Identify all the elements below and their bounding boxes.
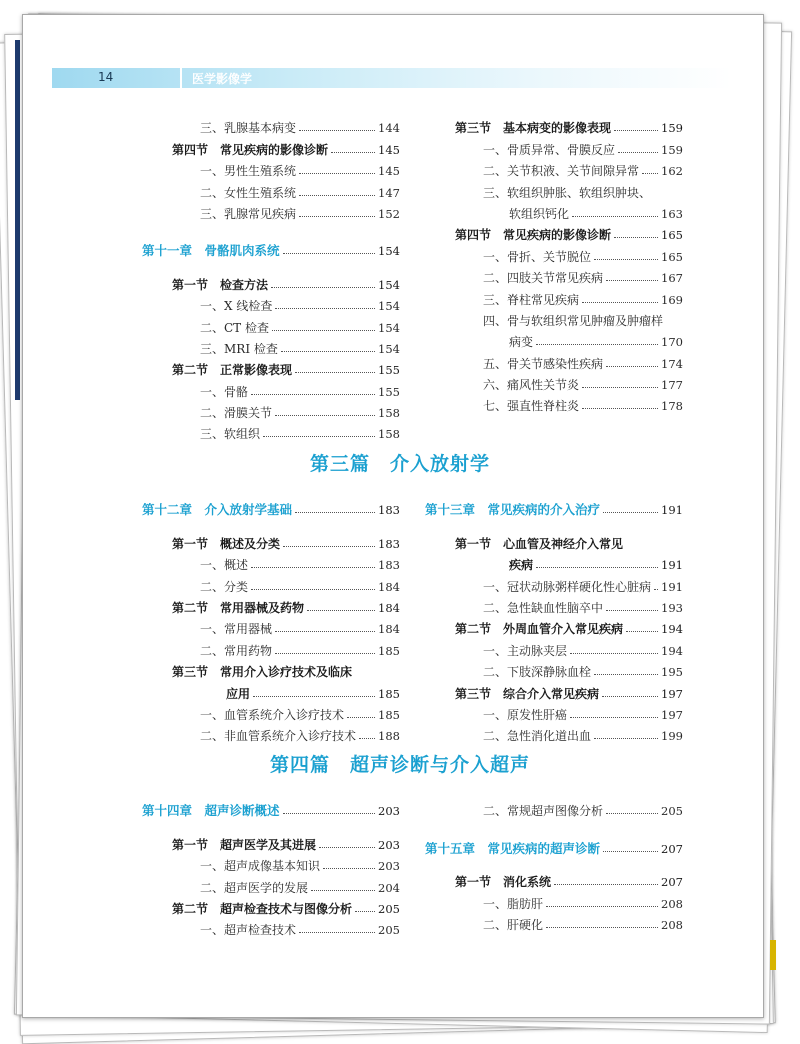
toc-page-number: 204 xyxy=(378,880,400,895)
toc-entry-title: 二、滑膜关节 xyxy=(200,406,273,421)
dot-leader xyxy=(572,216,658,217)
toc-item[interactable] xyxy=(425,264,683,285)
toc-entry-title: 一、骨质异常、骨膜反应 xyxy=(483,142,616,157)
dot-leader xyxy=(275,653,375,654)
toc-item[interactable] xyxy=(142,157,400,178)
toc-item[interactable] xyxy=(425,371,683,392)
toc-spacer xyxy=(142,517,400,529)
toc-page-number: 154 xyxy=(378,299,400,314)
toc-page-number: 169 xyxy=(661,292,683,307)
toc-section[interactable] xyxy=(142,529,400,550)
dot-leader xyxy=(594,259,658,260)
toc-page-number: 159 xyxy=(661,142,683,157)
toc-page-number: 183 xyxy=(378,503,400,518)
dot-leader xyxy=(594,674,658,675)
toc-page-number: 207 xyxy=(661,841,683,856)
toc-entry-title: 第十五章 常见疾病的超声诊断 xyxy=(425,840,601,856)
toc-item[interactable] xyxy=(142,200,400,221)
toc-entry-title: 七、强直性脊柱炎 xyxy=(483,399,580,414)
toc-entry-title: 第一节 消化系统 xyxy=(455,875,552,890)
toc-page-number: 174 xyxy=(661,356,683,371)
dot-leader xyxy=(546,927,658,928)
toc-item[interactable] xyxy=(425,242,683,263)
toc-page-number: 185 xyxy=(378,686,400,701)
toc-column-left xyxy=(142,797,400,937)
toc-page-number: 205 xyxy=(378,901,400,916)
dot-leader xyxy=(536,344,658,345)
toc-column-right xyxy=(425,496,683,743)
toc-column-left xyxy=(142,496,400,743)
toc-item[interactable] xyxy=(425,285,683,306)
dot-leader xyxy=(603,512,658,513)
toc-entry-title: 第一节 超声医学及其进展 xyxy=(172,837,317,852)
toc-entry-title: 第四节 常见疾病的影像诊断 xyxy=(455,228,612,243)
dot-leader xyxy=(603,851,658,852)
toc-page-number: 184 xyxy=(378,600,400,615)
dot-leader xyxy=(582,387,658,388)
toc-entry-title: 应用 xyxy=(226,686,251,701)
toc-chapter[interactable] xyxy=(142,496,400,517)
toc-item[interactable] xyxy=(425,889,683,910)
toc-page-number: 194 xyxy=(661,622,683,637)
toc-entry-title: 二、常用药物 xyxy=(200,643,273,658)
toc-page-number: 199 xyxy=(661,729,683,744)
toc-entry-title: 第十一章 骨骼肌肉系统 xyxy=(142,243,280,259)
dot-leader xyxy=(319,847,375,848)
toc-item[interactable] xyxy=(425,307,683,328)
toc-item[interactable] xyxy=(425,636,683,657)
toc-entry-title: 二、急性缺血性脑卒中 xyxy=(483,600,604,615)
dot-leader xyxy=(331,152,375,153)
toc-entry-title: 第二节 常用器械及药物 xyxy=(172,600,305,615)
toc-section[interactable] xyxy=(425,114,683,135)
toc-page-number: 167 xyxy=(661,271,683,286)
toc-item[interactable] xyxy=(142,114,400,135)
toc-item[interactable] xyxy=(142,701,400,722)
toc-page-number: 165 xyxy=(661,228,683,243)
toc-page-number: 163 xyxy=(661,206,683,221)
dot-leader xyxy=(295,372,375,373)
toc-entry-title: 三、MRI 检查 xyxy=(200,341,278,356)
toc-page-number: 193 xyxy=(661,600,683,615)
toc-entry-title: 软组织钙化 xyxy=(509,206,570,221)
toc-entry-title: 二、四肢关节常见疾病 xyxy=(483,271,604,286)
dot-leader xyxy=(594,738,658,739)
page-edge-mark xyxy=(770,940,776,970)
toc-section[interactable] xyxy=(425,615,683,636)
dot-leader xyxy=(618,152,658,153)
toc-entry-title: 病变 xyxy=(509,335,534,350)
toc-section[interactable] xyxy=(142,356,400,377)
toc-page-number: 155 xyxy=(378,384,400,399)
toc-item[interactable] xyxy=(425,157,683,178)
dot-leader xyxy=(271,287,375,288)
toc-page-number: 154 xyxy=(378,341,400,356)
toc-entry-title: 一、概述 xyxy=(200,558,249,573)
toc-entry-title: 疾病 xyxy=(509,558,534,573)
toc-section[interactable] xyxy=(425,221,683,242)
dot-leader xyxy=(614,130,658,131)
toc-page-number: 191 xyxy=(661,558,683,573)
dot-leader xyxy=(606,813,658,814)
toc-item[interactable] xyxy=(142,551,400,572)
toc-page-number: 185 xyxy=(378,643,400,658)
toc-entry-title: 一、骨骼 xyxy=(200,384,249,399)
toc-page-number: 205 xyxy=(661,804,683,819)
dot-leader xyxy=(299,195,375,196)
toc-spacer xyxy=(425,517,683,529)
toc-page-number: 208 xyxy=(661,917,683,932)
toc-entry-title: 一、血管系统介入诊疗技术 xyxy=(200,707,345,722)
toc-entry-title: 二、女性生殖系统 xyxy=(200,185,297,200)
toc-page-number: 162 xyxy=(661,164,683,179)
dot-leader xyxy=(614,237,658,238)
toc-entry-title: 三、脊柱常见疾病 xyxy=(483,292,580,307)
toc-entry-title: 一、骨折、关节脱位 xyxy=(483,249,592,264)
toc-section[interactable] xyxy=(425,529,683,550)
toc-spacer xyxy=(425,856,683,868)
toc-entry-title: 一、X 线检查 xyxy=(200,299,273,314)
toc-item[interactable] xyxy=(425,178,683,199)
part-title: 第三篇 介入放射学 xyxy=(309,453,490,475)
dot-leader xyxy=(295,512,375,513)
toc-page-number: 152 xyxy=(378,206,400,221)
toc-entry-title: 二、超声医学的发展 xyxy=(200,880,309,895)
dot-leader xyxy=(570,717,658,718)
toc-item[interactable] xyxy=(425,911,683,932)
toc-item[interactable] xyxy=(142,852,400,873)
toc-entry-title: 二、非血管系统介入诊疗技术 xyxy=(200,729,357,744)
toc-entry-title: 六、痛风性关节炎 xyxy=(483,378,580,393)
toc-item[interactable] xyxy=(142,873,400,894)
toc-entry-title: 第四节 常见疾病的影像诊断 xyxy=(172,142,329,157)
toc-page-number: 170 xyxy=(661,335,683,350)
toc-entry-title: 二、CT 检查 xyxy=(200,320,270,335)
toc-item[interactable] xyxy=(142,377,400,398)
book-edge xyxy=(15,40,20,400)
dot-leader xyxy=(347,717,375,718)
toc-page-number: 205 xyxy=(378,923,400,938)
toc-chapter[interactable] xyxy=(425,496,683,517)
toc-page-number: 208 xyxy=(661,896,683,911)
toc-page-number: 158 xyxy=(378,406,400,421)
toc-entry-title: 第二节 外周血管介入常见疾病 xyxy=(455,622,624,637)
toc-entry-title: 第二节 超声检查技术与图像分析 xyxy=(172,901,353,916)
toc-page-number: 155 xyxy=(378,363,400,378)
toc-entry-title: 一、脂肪肝 xyxy=(483,896,544,911)
toc-item[interactable] xyxy=(425,797,683,818)
toc-entry-title: 三、乳腺基本病变 xyxy=(200,121,297,136)
toc-item[interactable] xyxy=(142,572,400,593)
toc-entry-title: 三、乳腺常见疾病 xyxy=(200,206,297,221)
toc-entry-title: 第一节 概述及分类 xyxy=(172,536,281,551)
toc-item[interactable] xyxy=(142,335,400,356)
dot-leader xyxy=(606,610,658,611)
dot-leader xyxy=(554,884,658,885)
toc-section[interactable] xyxy=(425,679,683,700)
dot-leader xyxy=(602,696,658,697)
dot-leader xyxy=(582,302,658,303)
dot-leader xyxy=(536,567,658,568)
toc-spacer xyxy=(425,818,683,834)
dot-leader xyxy=(272,330,375,331)
dot-leader xyxy=(275,308,375,309)
toc-entry-title: 五、骨关节感染性疾病 xyxy=(483,356,604,371)
dot-leader xyxy=(626,631,658,632)
part-title: 第四篇 超声诊断与介入超声 xyxy=(269,754,530,776)
dot-leader xyxy=(359,738,375,739)
toc-entry-title: 二、急性消化道出血 xyxy=(483,729,592,744)
toc-page-number: 188 xyxy=(378,729,400,744)
toc-page-number: 147 xyxy=(378,185,400,200)
toc-section[interactable] xyxy=(425,868,683,889)
toc-page-number: 159 xyxy=(661,121,683,136)
running-header xyxy=(52,68,732,88)
toc-entry-title: 三、软组织 xyxy=(200,427,261,442)
toc-entry-title: 一、超声成像基本知识 xyxy=(200,859,321,874)
toc-page-number: 203 xyxy=(378,804,400,819)
toc-page-number: 203 xyxy=(378,859,400,874)
page-number: 14 xyxy=(98,70,114,84)
toc-page-number: 184 xyxy=(378,622,400,637)
dot-leader xyxy=(263,436,375,437)
toc-page-number: 154 xyxy=(378,320,400,335)
toc-item-continuation[interactable] xyxy=(425,328,683,349)
toc-page-number: 194 xyxy=(661,643,683,658)
dot-leader xyxy=(642,173,658,174)
toc-entry-title: 二、关节积液、关节间隙异常 xyxy=(483,164,640,179)
toc-item[interactable] xyxy=(425,658,683,679)
dot-leader xyxy=(281,351,375,352)
dot-leader xyxy=(323,868,375,869)
toc-item[interactable] xyxy=(142,722,400,743)
dot-leader xyxy=(582,408,658,409)
toc-entry-title: 二、肝硬化 xyxy=(483,917,544,932)
toc-entry-title: 一、男性生殖系统 xyxy=(200,164,297,179)
toc-section[interactable] xyxy=(142,658,400,679)
toc-page-number: 195 xyxy=(661,665,683,680)
toc-page-number: 191 xyxy=(661,503,683,518)
toc-entry-title: 第十四章 超声诊断概述 xyxy=(142,803,280,819)
dot-leader xyxy=(253,696,375,697)
toc-item[interactable] xyxy=(425,135,683,156)
dot-leader xyxy=(546,906,658,907)
toc-page-number: 191 xyxy=(661,579,683,594)
dot-leader xyxy=(307,610,375,611)
dot-leader xyxy=(283,253,376,254)
toc-item[interactable] xyxy=(425,594,683,615)
dot-leader xyxy=(251,394,375,395)
dot-leader xyxy=(275,631,375,632)
toc-entry-title: 第十三章 常见疾病的介入治疗 xyxy=(425,502,601,518)
toc-section-continuation[interactable] xyxy=(425,551,683,572)
toc-page-number: 154 xyxy=(378,244,400,259)
toc-entry-title: 一、主动脉夹层 xyxy=(483,643,568,658)
toc-page-number: 183 xyxy=(378,558,400,573)
dot-leader xyxy=(251,589,375,590)
toc-item[interactable] xyxy=(142,292,400,313)
toc-section[interactable] xyxy=(142,830,400,851)
toc-column-right xyxy=(425,114,683,413)
dot-leader xyxy=(606,280,658,281)
toc-entry-title: 第三节 综合介入常见疾病 xyxy=(455,686,600,701)
toc-section-continuation[interactable] xyxy=(142,679,400,700)
toc-item[interactable] xyxy=(142,636,400,657)
book-title: 医学影像学 xyxy=(192,72,253,86)
toc-page-number: 154 xyxy=(378,277,400,292)
toc-item[interactable] xyxy=(142,916,400,937)
toc-item[interactable] xyxy=(142,313,400,334)
toc-page-number: 185 xyxy=(378,707,400,722)
toc-item[interactable] xyxy=(142,399,400,420)
toc-page-number: 144 xyxy=(378,121,400,136)
toc-item[interactable] xyxy=(142,178,400,199)
toc-page-number: 165 xyxy=(661,249,683,264)
dot-leader xyxy=(654,589,658,590)
toc-entry-title: 第一节 心血管及神经介入常见 xyxy=(455,536,624,551)
toc-page-number: 203 xyxy=(378,837,400,852)
toc-page-number: 145 xyxy=(378,164,400,179)
toc-section[interactable] xyxy=(142,270,400,291)
toc-chapter[interactable] xyxy=(142,797,400,818)
dot-leader xyxy=(299,216,375,217)
toc-spacer xyxy=(142,221,400,237)
toc-section[interactable] xyxy=(142,135,400,156)
toc-chapter[interactable] xyxy=(425,834,683,855)
toc-item[interactable] xyxy=(425,392,683,413)
toc-item[interactable] xyxy=(425,349,683,370)
toc-entry-title: 第三节 基本病变的影像表现 xyxy=(455,121,612,136)
dot-leader xyxy=(299,932,375,933)
dot-leader xyxy=(251,567,375,568)
toc-page-number: 177 xyxy=(661,378,683,393)
toc-entry-title: 三、软组织肿胀、软组织肿块、 xyxy=(483,185,652,200)
toc-page-number: 207 xyxy=(661,875,683,890)
toc-column-left xyxy=(142,114,400,441)
toc-entry-title: 四、骨与软组织常见肿瘤及肿瘤样 xyxy=(483,313,664,328)
toc-column-right xyxy=(425,797,683,932)
toc-item[interactable] xyxy=(425,722,683,743)
toc-spacer xyxy=(142,258,400,270)
dot-leader xyxy=(311,890,375,891)
toc-entry-title: 一、常用器械 xyxy=(200,622,273,637)
dot-leader xyxy=(299,173,375,174)
toc-section[interactable] xyxy=(142,594,400,615)
toc-item[interactable] xyxy=(425,701,683,722)
toc-entry-title: 第二节 正常影像表现 xyxy=(172,363,293,378)
toc-entry-title: 二、常规超声图像分析 xyxy=(483,804,604,819)
toc-page-number: 183 xyxy=(378,536,400,551)
dot-leader xyxy=(606,366,658,367)
header-divider xyxy=(180,68,182,88)
toc-entry-title: 一、冠状动脉粥样硬化性心脏病 xyxy=(483,579,652,594)
toc-item-continuation[interactable] xyxy=(425,200,683,221)
toc-section[interactable] xyxy=(142,895,400,916)
dot-leader xyxy=(283,813,376,814)
toc-item[interactable] xyxy=(425,572,683,593)
toc-page-number: 184 xyxy=(378,579,400,594)
dot-leader xyxy=(299,130,375,131)
toc-page-number: 197 xyxy=(661,686,683,701)
toc-entry-title: 第三节 常用介入诊疗技术及临床 xyxy=(172,665,353,680)
toc-chapter[interactable] xyxy=(142,237,400,258)
toc-page-number: 145 xyxy=(378,142,400,157)
toc-item[interactable] xyxy=(142,615,400,636)
toc-entry-title: 二、分类 xyxy=(200,579,249,594)
toc-item[interactable] xyxy=(142,420,400,441)
dot-leader xyxy=(283,546,375,547)
toc-spacer xyxy=(142,818,400,830)
dot-leader xyxy=(275,415,375,416)
dot-leader xyxy=(355,911,375,912)
toc-entry-title: 第十二章 介入放射学基础 xyxy=(142,502,293,518)
toc-entry-title: 一、原发性肝癌 xyxy=(483,707,568,722)
toc-entry-title: 二、下肢深静脉血栓 xyxy=(483,665,592,680)
toc-page-number: 158 xyxy=(378,427,400,442)
toc-page-number: 197 xyxy=(661,707,683,722)
toc-entry-title: 一、超声检查技术 xyxy=(200,923,297,938)
toc-page-number: 178 xyxy=(661,399,683,414)
toc-entry-title: 第一节 检查方法 xyxy=(172,277,269,292)
dot-leader xyxy=(570,653,658,654)
